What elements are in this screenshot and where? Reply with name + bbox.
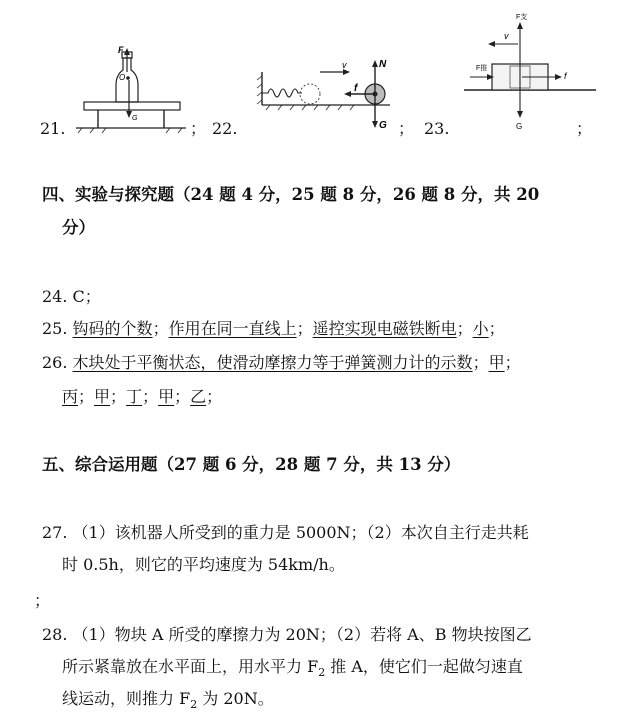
q22-separator: ；: [398, 119, 415, 138]
q22-number: 22.: [212, 119, 238, 138]
q28-line3-sub: 2: [190, 698, 198, 712]
answer-26-blank-3: 丙: [62, 387, 79, 406]
q23-push-label: F推: [476, 65, 488, 72]
q22-normal-label: N: [379, 59, 387, 70]
answer-26-blank-1: 木块处于平衡状态，使滑动摩擦力等于弹簧测力计的示数: [72, 353, 473, 372]
stray-semicolon: ；: [34, 591, 51, 610]
answer-26-blank-6: 甲: [158, 387, 175, 406]
answer-25-number: 25.: [42, 319, 68, 338]
section5-heading: 五、综合运用题（27 题 6 分，28 题 7 分，共 13 分）: [42, 455, 461, 474]
answer-26-sep-4: ；: [110, 387, 127, 406]
q23-separator: ；: [576, 119, 593, 138]
figure-row: [0, 0, 640, 140]
q28-line3-post: 为 20N。: [197, 689, 274, 708]
answer-26-blank-5: 丁: [126, 387, 143, 406]
answer-26-sep-2: ；: [504, 353, 521, 372]
answer-26-sep-6: ；: [174, 387, 191, 406]
answer-25-blank-3: 遥控实现电磁铁断电: [312, 319, 457, 338]
q21-gravity-label: G: [132, 115, 138, 122]
q23-gravity-label: G: [516, 122, 523, 131]
section4-heading-line1: 四、实验与探究题（24 题 4 分，25 题 8 分，26 题 8 分，共 20: [42, 185, 540, 204]
answer-24-text: C；: [72, 287, 101, 306]
q23-number: 23.: [424, 119, 450, 138]
q22-gravity-label: G: [379, 120, 387, 131]
answer-25-blank-2: 作用在同一直线上: [168, 319, 297, 338]
q23-support-label: F支: [516, 14, 528, 21]
q23-friction-label: f: [564, 71, 567, 81]
q28-text-line1: （1）物块 A 所受的摩擦力为 20N；（2）若将 A、B 物块按图乙: [72, 625, 532, 644]
answer-26-blank-2: 甲: [488, 353, 505, 372]
answer-25-sep-1: ；: [152, 319, 169, 338]
q28-number: 28.: [42, 625, 68, 644]
q27-text-line2: 时 0.5h，则它的平均速度为 54km/h。: [62, 555, 345, 574]
answer-26-line2: [62, 386, 222, 408]
q28-line3: [62, 688, 274, 716]
answer-26-sep-3: ；: [78, 387, 95, 406]
q27-line1: [42, 522, 529, 544]
answer-25-blank-4: 小: [472, 319, 489, 338]
q21-point-label: O: [119, 73, 126, 82]
answer-25: [42, 318, 505, 340]
answer-26-number: 26.: [42, 353, 68, 372]
answer-26-sep-7: ；: [206, 387, 223, 406]
answer-24-number: 24.: [42, 287, 68, 306]
q23-figure: [460, 8, 600, 136]
q28-line3-pre: 线运动，则推力 F: [62, 689, 191, 708]
answer-25-sep-3: ；: [456, 319, 473, 338]
q22-velocity-label: v: [342, 60, 347, 70]
q21-number: 21.: [40, 119, 66, 138]
q23-velocity-label: v: [504, 31, 509, 41]
q28-line2-pre: 所示紧靠放在水平面上，用水平力 F: [62, 657, 319, 676]
q28-line2-sub: 2: [318, 666, 326, 680]
q22-figure: [250, 50, 400, 135]
q28-line2-post: 推 A，使它们一起做匀速直: [325, 657, 523, 676]
q27-number: 27.: [42, 523, 68, 542]
answer-25-sep-2: ；: [296, 319, 313, 338]
answer-26-sep-1: ；: [472, 353, 489, 372]
q28-line2: [62, 656, 523, 684]
answer-25-blank-1: 钩码的个数: [72, 319, 153, 338]
answer-26-blank-4: 甲: [94, 387, 111, 406]
answer-24: [42, 286, 101, 308]
section4-heading-line2: 分）: [62, 218, 95, 237]
answer-26-line1: [42, 352, 521, 374]
answer-26-sep-5: ；: [142, 387, 159, 406]
q21-force-label: F: [118, 45, 124, 55]
answer-25-sep-4: ；: [488, 319, 505, 338]
q28-line1: [42, 624, 532, 646]
q27-text-line1: （1）该机器人所受到的重力是 5000N；（2）本次自主行走共耗: [72, 523, 529, 542]
q21-separator: ；: [190, 119, 207, 138]
q22-friction-label: f: [354, 83, 358, 94]
q21-figure: [70, 40, 190, 135]
answer-26-blank-7: 乙: [190, 387, 207, 406]
